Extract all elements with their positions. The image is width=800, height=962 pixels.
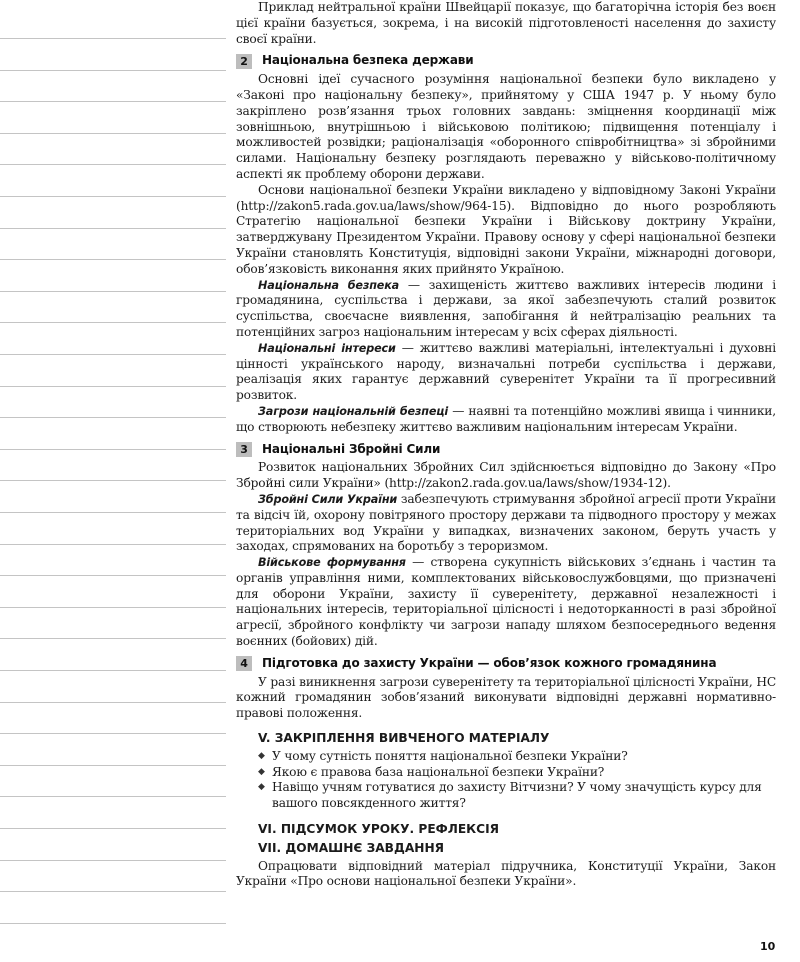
paragraph: У разі виникнення загрози суверенітету та територіальної цілісності України, НС кожний громадянин зобов’язаний виконувати відповідні державні нормативно-правові положення. [236,674,776,721]
term: Національна безпека [258,278,400,292]
section-heading [236,656,776,672]
list-item: ◆ Навіщо учням готуватися до захисту Вітчизни? У чому значущість курсу для вашого повсякденного життя? [258,780,776,812]
intro-paragraph: Приклад нейтральної країни Швейцарії показує, що багаторічна історія без воєн цієї країни базується, зокрема, і на високій підготовленості населення до захисту своєї країни. [236,0,776,46]
section-number: 4 [236,656,252,671]
paragraph: Розвиток національних Збройних Сил здійснюється відповідно до Закону «Про Збройні сили України» (http://zakon2.rada.gov.ua/laws/show/1934-12). [236,460,776,491]
page-number: 10 [760,940,776,953]
definition-paragraph: Загрози національній безпеці — наявні та потенційно можливі явища і чинники, що створюють небезпеку життєво важливим національним інтересам України. [236,403,776,434]
part-heading: VII. ДОМАШНЄ ЗАВДАННЯ [258,840,445,855]
lesson-content [236,0,776,890]
part-heading: VI. ПІДСУМОК УРОКУ. РЕФЛЕКСІЯ [258,822,500,837]
term: Національні інтереси [258,341,396,355]
term: Збройні Сили України [258,492,398,506]
term: Загрози національній безпеці [258,404,449,418]
list-item: ◆ У чому сутність поняття національної безпеки України? [258,749,776,765]
definition-paragraph: Національна безпека — захищеність життєво важливих інтересів людини і громадянина, суспільства і держави, за якої забезпечують сталий розвиток суспільства, своєчасне виявлення, запобігання й нейтралізацію реальних та потенційних загроз національним інтересам у всіх сферах діяльності. [236,277,776,339]
homework-paragraph: Опрацювати відповідний матеріал підручника, Конституції України, Закон України «Про основи національної безпеки України». [236,858,776,889]
part-heading: V. ЗАКРІПЛЕННЯ ВИВЧЕНОГО МАТЕРІАЛУ [258,731,550,746]
section-title: Національна безпека держави [262,53,474,68]
notes-margin [0,0,232,962]
definition-paragraph: Збройні Сили України забезпечують стримування збройної агресії проти України та відсіч їй, охорону повітряного простору держави та підводного простору у межах територіальних вод України у випадках, визначених законом, беруть участь у заходах, спрямованих на боротьбу з тероризмом. [236,491,776,554]
section-heading [236,53,776,69]
definition-paragraph: Національні інтереси — життєво важливі матеріальні, інтелектуальні і духовні цінності українського народу, визначальні потреби суспільства і держави, реалізація яких гарантує державний суверенітет України та її прогресивний розвиток. [236,340,776,403]
section-title: Підготовка до захисту України — обов’язок кожного громадянина [262,655,717,670]
section-number: 2 [236,54,252,69]
term: Військове формування [258,556,406,570]
paragraph: Основи національної безпеки України викладено у відповідному Законі України (http://zakon5.rada.gov.ua/laws/show/964-15). Відповідно до нього розробляють Стратегію національної безпеки України і Військову доктрину України, затверджувану Президентом України. Правову основу у сфері національної безпеки України становлять Конституція, відповідні закони України, міжнародні договори, обов’язковість виконання яких прийнято Україною. [236,182,776,276]
question-list [236,749,776,812]
paragraph: Основні ідеї сучасного розуміння національної безпеки було викладено у «Законі про національну безпеку», прийнятому у США 1947 р. У ньому було закріплено розв’язання трьох головних завдань: зміцнення координації між зовнішньою, внутрішньою і військовою політикою; підвищення потенціалу і можливостей розвідки; раціоналізація «оборонного співробітництва» зі збройними силами. Національну безпеку розглядають переважно у військово-політичному аспекті як проблему оборони держави. [236,72,776,181]
section-title: Національні Збройні Сили [262,441,441,456]
section-number: 3 [236,442,252,457]
definition-paragraph: Військове формування — створена сукупність військових з’єднань і частин та органів управління ними, комплектованих військовослужбовцями, що призначені для оборони України, захисту її суверенітету, державної незалежності і національних інтересів, територіальної цілісності і недоторканності в разі збройної агресії, збройного конфлікту чи загрози нападу шляхом безпосереднього ведення воєнних (бойових) дій. [236,555,776,649]
section-heading [236,442,776,458]
list-item: ◆ Якою є правова база національної безпеки України? [258,765,776,781]
